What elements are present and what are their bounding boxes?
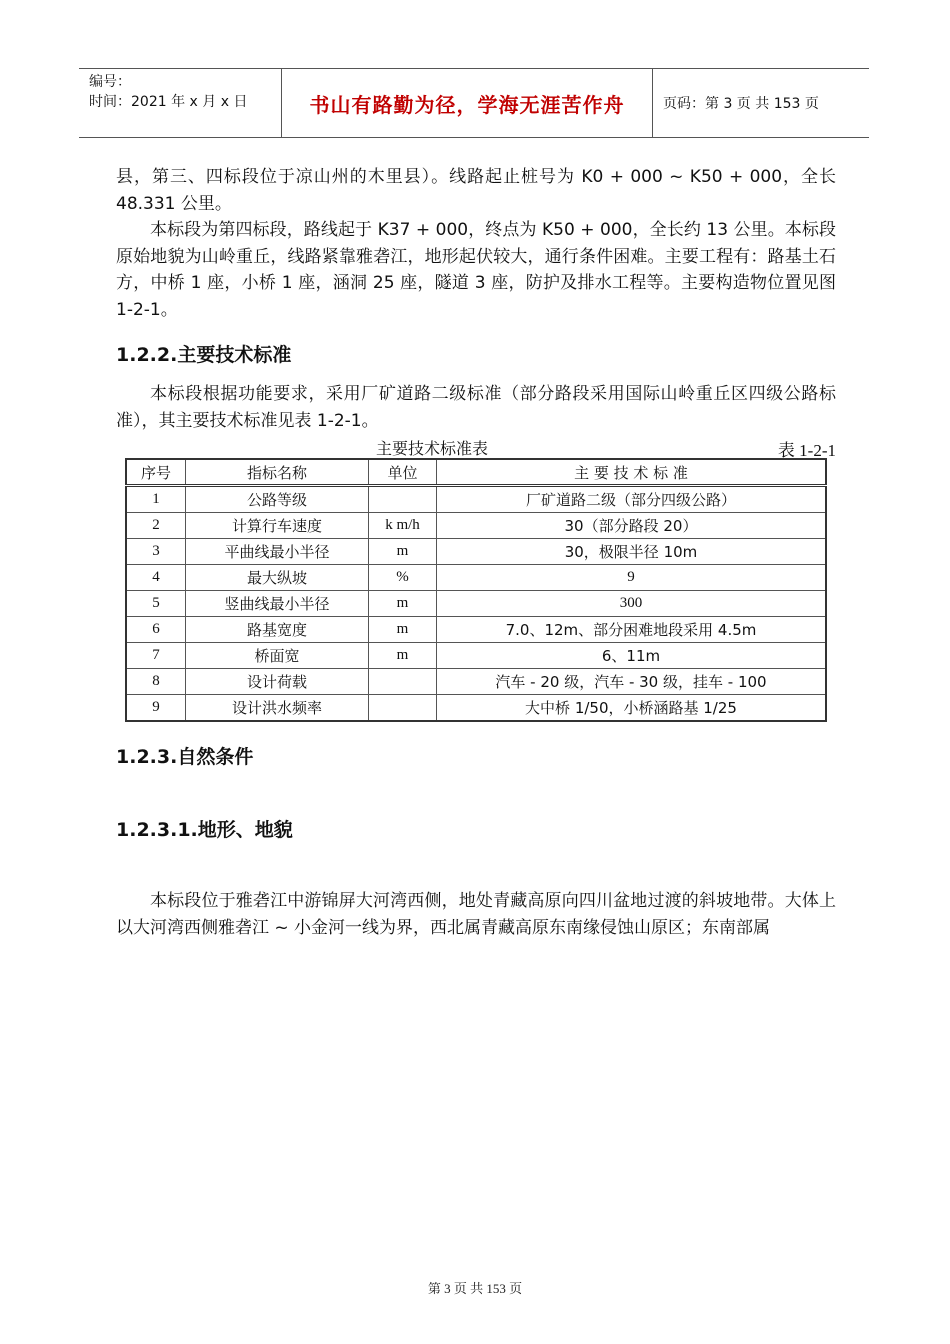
cell-index: 9	[126, 695, 186, 722]
cell-unit: m	[369, 591, 437, 617]
cell-standard: 9	[437, 565, 827, 591]
header-page-info: 页码：第 3 页 共 153 页	[663, 96, 819, 112]
cell-indicator: 设计洪水频率	[186, 695, 369, 722]
cell-index: 4	[126, 565, 186, 591]
table-row	[126, 617, 826, 643]
cell-standard: 汽车 - 20 级，汽车 - 30 级，挂车 - 100	[437, 669, 827, 695]
cell-indicator: 平曲线最小半径	[186, 539, 369, 565]
cell-indicator: 设计荷载	[186, 669, 369, 695]
cell-unit: %	[369, 565, 437, 591]
cell-indicator: 竖曲线最小半径	[186, 591, 369, 617]
document-body	[116, 164, 836, 941]
cell-indicator: 最大纵坡	[186, 565, 369, 591]
cell-indicator: 公路等级	[186, 486, 369, 513]
section-1-2-2-paragraph: 本标段根据功能要求，采用厂矿道路二级标准（部分路段采用国际山岭重丘区四级公路标准），其主要技术标准见表 1-2-1。	[116, 384, 836, 431]
header-cell-standard: 主 要 技 术 标 准	[437, 459, 827, 486]
cell-standard: 300	[437, 591, 827, 617]
cell-unit: k m/h	[369, 513, 437, 539]
cell-indicator: 路基宽度	[186, 617, 369, 643]
table-caption	[116, 436, 836, 458]
header-cell-indicator: 指标名称	[186, 459, 369, 486]
cell-standard: 30，极限半径 10m	[437, 539, 827, 565]
section-1-2-3-1-paragraph: 本标段位于雅砻江中游锦屏大河湾西侧，地处青藏高原向四川盆地过渡的斜坡地带。大体上以大河湾西侧雅砻江 ~ 小金河一线为界，西北属青藏高原东南缘侵蚀山原区；东南部属	[116, 891, 836, 938]
cell-index: 6	[126, 617, 186, 643]
table-row	[126, 539, 826, 565]
section-heading-1-2-2: 1.2.2.主要技术标准	[116, 344, 292, 366]
header-motto: 书山有路勤为径，学海无涯苦作舟	[281, 69, 653, 137]
intro-paragraph-1: 县，第三、四标段位于凉山州的木里县）。线路起止桩号为 K0 + 000 ~ K50 + 000，全长 48.331 公里。	[116, 167, 836, 214]
page-footer: 第 3 页 共 153 页	[427, 1281, 523, 1296]
cell-index: 5	[126, 591, 186, 617]
table-row	[126, 486, 826, 513]
table-row	[126, 591, 826, 617]
cell-indicator: 桥面宽	[186, 643, 369, 669]
header-cell-index: 序号	[126, 459, 186, 486]
cell-standard: 30（部分路段 20）	[437, 513, 827, 539]
cell-index: 7	[126, 643, 186, 669]
cell-index: 3	[126, 539, 186, 565]
table-number: 表 1-2-1	[777, 441, 836, 460]
table-row	[126, 669, 826, 695]
header-cell-unit: 单位	[369, 459, 437, 486]
header-meta	[79, 69, 281, 137]
table-title: 主要技术标准表	[376, 439, 489, 458]
page-header	[79, 68, 869, 138]
section-heading-1-2-3-1: 1.2.3.1.地形、地貌	[116, 819, 293, 841]
technical-standards-table	[125, 458, 827, 722]
cell-standard: 大中桥 1/50，小桥涵路基 1/25	[437, 695, 827, 722]
table-row	[126, 643, 826, 669]
cell-standard: 7.0、12m、部分困难地段采用 4.5m	[437, 617, 827, 643]
cell-standard: 厂矿道路二级（部分四级公路）	[437, 486, 827, 513]
cell-standard: 6、11m	[437, 643, 827, 669]
table-row	[126, 565, 826, 591]
cell-unit: m	[369, 643, 437, 669]
cell-unit	[369, 486, 437, 513]
header-number-label: 编号：	[89, 74, 131, 90]
table-header-row	[126, 459, 826, 486]
table-row	[126, 695, 826, 722]
cell-unit: m	[369, 539, 437, 565]
cell-index: 8	[126, 669, 186, 695]
cell-index: 1	[126, 486, 186, 513]
table-row	[126, 513, 826, 539]
intro-paragraph-2: 本标段为第四标段，路线起于 K37 + 000，终点为 K50 + 000，全长约 13 公里。本标段原始地貌为山岭重丘，线路紧靠雅砻江，地形起伏较大，通行条件困难。主要工程有：路基土石方，中桥 1 座，小桥 1 座，涵洞 25 座，隧道 3 座，防护及排水工程等。主要构造物位置见图 1-2-1。	[116, 220, 836, 320]
header-time-label: 时间：2021 年 x 月 x 日	[89, 94, 248, 110]
cell-unit: m	[369, 617, 437, 643]
cell-index: 2	[126, 513, 186, 539]
cell-unit	[369, 695, 437, 722]
cell-indicator: 计算行车速度	[186, 513, 369, 539]
cell-unit	[369, 669, 437, 695]
section-heading-1-2-3: 1.2.3.自然条件	[116, 746, 254, 768]
